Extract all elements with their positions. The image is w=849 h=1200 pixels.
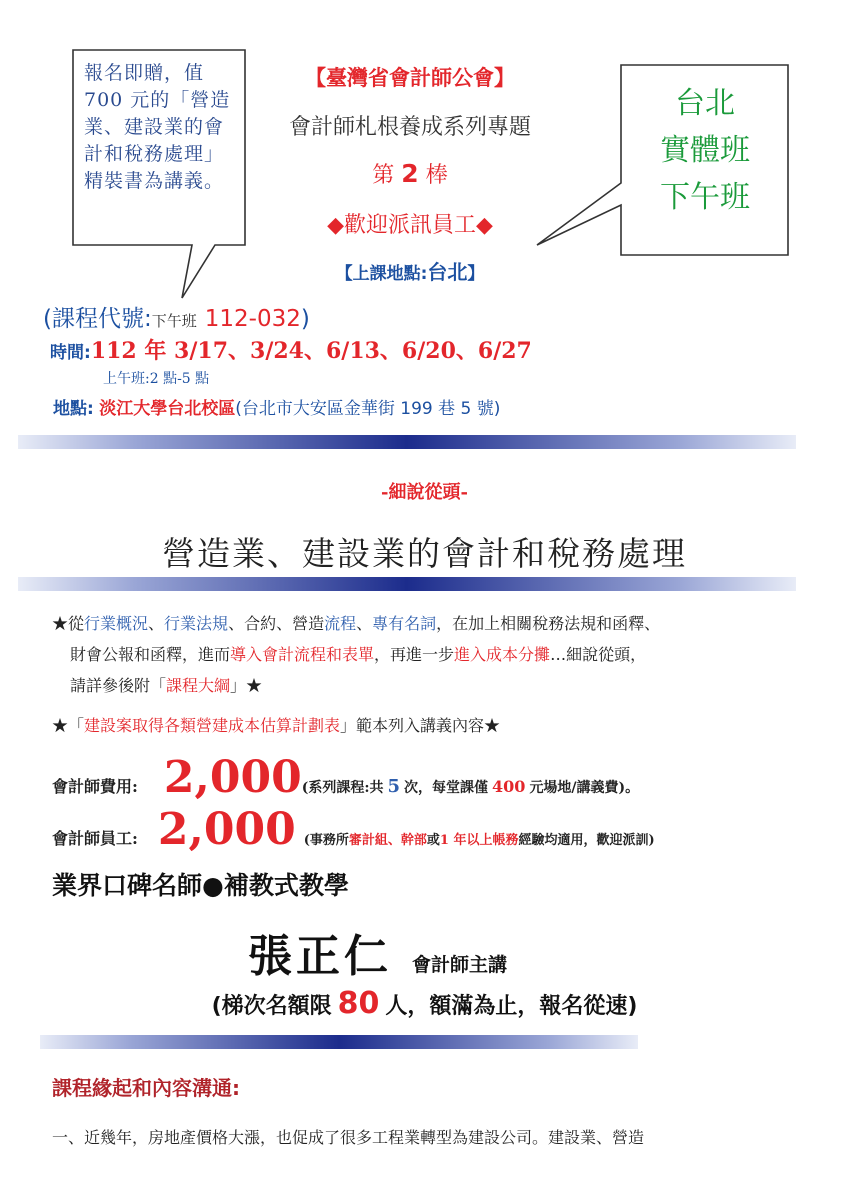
section-heading: 課程緣起和內容溝通: bbox=[52, 1076, 240, 1100]
capacity-prefix: (梯次名額限 bbox=[211, 994, 332, 1019]
gift-callout-text: 報名即贈，值700 元的「營造業、建設業的會計和稅務處理」精裝書為講義。 bbox=[84, 62, 231, 192]
teacher-name: 張正仁 bbox=[248, 931, 392, 982]
fee-note-text: (系列課程:共 bbox=[301, 780, 384, 796]
fee-cpa-amount: 2,000 bbox=[163, 752, 302, 803]
description-line-1 bbox=[52, 608, 812, 639]
desc-highlight: 建設案取得各類營建成本估算計劃表 bbox=[84, 716, 341, 735]
course-description bbox=[52, 608, 812, 741]
class-session: 下午班 bbox=[660, 180, 750, 215]
fee-note-highlight: 1 年以上帳務 bbox=[439, 833, 519, 848]
location-tag-prefix: 【上課地點: bbox=[335, 264, 428, 284]
divider-bar-3 bbox=[40, 1035, 638, 1049]
round-suffix: 棒 bbox=[425, 163, 448, 188]
desc-text: ，再進一步 bbox=[374, 645, 455, 664]
fee-cpa bbox=[52, 752, 639, 803]
desc-text: 」範本列入講義內容★ bbox=[340, 716, 501, 735]
desc-text: 」★ bbox=[230, 676, 263, 695]
fee-cpa-note bbox=[302, 776, 639, 797]
fee-staff-label: 會計師員工: bbox=[52, 829, 138, 848]
desc-text: ，在加上相關稅務法規和函釋、 bbox=[436, 614, 661, 633]
place-campus: 淡江大學台北校區 bbox=[99, 399, 236, 419]
main-title: 營造業、建設業的會計和稅務處理 bbox=[162, 534, 687, 573]
desc-text: 、 bbox=[356, 614, 373, 633]
course-code bbox=[43, 300, 310, 333]
round-title bbox=[290, 158, 530, 189]
round-prefix: 第 bbox=[372, 163, 395, 188]
teacher-block bbox=[248, 920, 507, 984]
fee-staff-amount: 2,000 bbox=[157, 804, 296, 855]
location-tag-suffix: 】 bbox=[467, 264, 485, 284]
description-line-4 bbox=[52, 710, 812, 741]
organizer-title bbox=[265, 62, 555, 92]
fee-cpa-label: 會計師費用: bbox=[52, 777, 138, 796]
course-code-session: 下午班 bbox=[151, 312, 197, 330]
fee-note-highlight: 審計組、幹部 bbox=[348, 833, 427, 848]
fee-note-text: 次，每堂課僅 bbox=[404, 780, 489, 796]
teacher-role: 會計師主講 bbox=[412, 954, 508, 976]
location-tag-city: 台北 bbox=[427, 260, 468, 284]
place-address: (台北市大安區金華街 199 巷 5 號) bbox=[235, 399, 501, 419]
desc-text: …細說從頭， bbox=[550, 645, 647, 664]
fee-note-text: 元場地/講義費)。 bbox=[529, 780, 640, 796]
section-paragraph: 一、近幾年，房地產價格大漲，也促成了很多工程業轉型為建設公司。建設業、營造 bbox=[52, 1128, 645, 1147]
location-tag bbox=[290, 256, 530, 285]
desc-highlight: 專有名詞 bbox=[372, 614, 437, 633]
class-type-callout bbox=[622, 80, 788, 221]
fee-note-text: 經驗均適用，歡迎派訓) bbox=[518, 833, 655, 848]
fee-note-price: 400 bbox=[492, 777, 526, 796]
desc-text: 財會公報和函釋，進而 bbox=[70, 645, 231, 664]
welcome-banner: ◆歡迎派訊員工◆ bbox=[327, 213, 493, 238]
organizer-name: 【臺灣省會計師公會】 bbox=[305, 65, 515, 90]
fee-staff-note bbox=[304, 829, 655, 848]
place-label: 地點: bbox=[53, 399, 94, 419]
course-place bbox=[53, 394, 500, 419]
subtitle: -細說從頭- bbox=[381, 482, 468, 503]
desc-text: 、 bbox=[148, 614, 165, 633]
desc-text: ★「 bbox=[52, 716, 85, 735]
fee-staff bbox=[52, 804, 655, 855]
desc-highlight: 行業法規 bbox=[164, 614, 229, 633]
fee-note-times: 5 bbox=[387, 776, 401, 797]
course-code-prefix: (課程代號: bbox=[43, 306, 152, 332]
description-line-3 bbox=[52, 670, 812, 701]
teacher-tagline: 業界口碑名師●補教式教學 bbox=[52, 871, 349, 900]
fee-note-text: (事務所 bbox=[303, 833, 349, 848]
capacity-suffix: 人，額滿為止，報名從速) bbox=[385, 994, 638, 1019]
desc-highlight: 流程 bbox=[324, 614, 357, 633]
course-time bbox=[50, 334, 532, 365]
divider-bar-2 bbox=[18, 577, 796, 591]
course-code-number: 112-032 bbox=[204, 306, 301, 332]
description-line-2 bbox=[52, 639, 812, 670]
course-code-suffix: ) bbox=[300, 306, 310, 332]
fee-note-text: 或 bbox=[426, 833, 440, 848]
desc-highlight: 課程大綱 bbox=[166, 676, 231, 695]
class-city: 台北 bbox=[675, 86, 735, 121]
time-value: 112 年 3/17、3/24、6/13、6/20、6/27 bbox=[90, 338, 532, 364]
series-title: 會計師札根養成系列專題 bbox=[288, 115, 531, 140]
round-number: 2 bbox=[401, 159, 419, 188]
capacity-number: 80 bbox=[337, 986, 380, 1021]
desc-text: 請詳參後附「 bbox=[70, 676, 167, 695]
desc-highlight: 導入會計流程和表單 bbox=[230, 645, 375, 664]
class-format: 實體班 bbox=[660, 133, 750, 168]
desc-highlight: 行業概況 bbox=[84, 614, 149, 633]
session-hours: 上午班:2 點-5 點 bbox=[103, 371, 210, 387]
time-label: 時間: bbox=[50, 343, 91, 363]
desc-text: ★從 bbox=[52, 614, 85, 633]
capacity-note bbox=[0, 986, 849, 1021]
desc-text: 、合約、營造 bbox=[228, 614, 325, 633]
divider-bar-1 bbox=[18, 435, 796, 449]
desc-highlight: 進入成本分攤 bbox=[454, 645, 551, 664]
